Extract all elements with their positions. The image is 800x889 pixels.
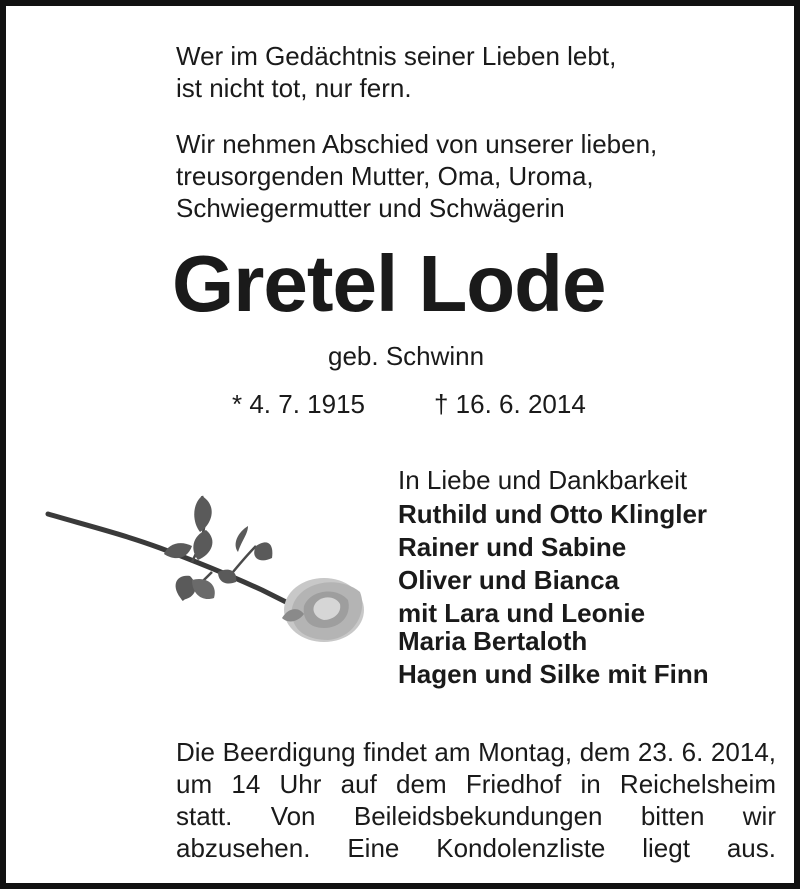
deceased-name: Gretel Lode xyxy=(172,239,606,328)
funeral-line-4: abzusehen. Eine Kondolenzliste liegt aus. xyxy=(176,833,776,863)
rose-bloom xyxy=(282,578,364,642)
mourner-name: Oliver und Bianca xyxy=(398,565,620,595)
motto-line-2: ist nicht tot, nur fern. xyxy=(176,73,412,103)
birth-date: * 4. 7. 1915 xyxy=(232,389,365,419)
mourner-name: Hagen und Silke mit Finn xyxy=(398,659,709,689)
rose-icon xyxy=(42,482,372,652)
intro-line-3: Schwiegermutter und Schwägerin xyxy=(176,193,565,223)
mourner-name: Maria Bertaloth xyxy=(398,626,588,656)
mourner-name: Rainer und Sabine xyxy=(398,532,627,562)
mourners-heading: In Liebe und Dankbarkeit xyxy=(398,465,688,495)
mourner-name: mit Lara und Leonie xyxy=(398,598,646,628)
mourner-name: Ruthild und Otto Klingler xyxy=(398,499,708,529)
death-date: † 16. 6. 2014 xyxy=(434,389,586,419)
funeral-line-2: um 14 Uhr auf dem Friedhof in Reichelsheim xyxy=(176,769,776,799)
maiden-name: geb. Schwinn xyxy=(328,341,485,371)
intro-line-2: treusorgenden Mutter, Oma, Uroma, xyxy=(176,161,594,191)
intro-line-1: Wir nehmen Abschied von unserer lieben, xyxy=(176,129,658,159)
funeral-line-1: Die Beerdigung findet am Montag, dem 23. 6. 2014, xyxy=(176,737,776,767)
rose-leaves xyxy=(164,496,272,600)
funeral-line-3: statt. Von Beileidsbekundungen bitten wir xyxy=(176,801,776,831)
motto-line-1: Wer im Gedächtnis seiner Lieben lebt, xyxy=(176,41,617,71)
